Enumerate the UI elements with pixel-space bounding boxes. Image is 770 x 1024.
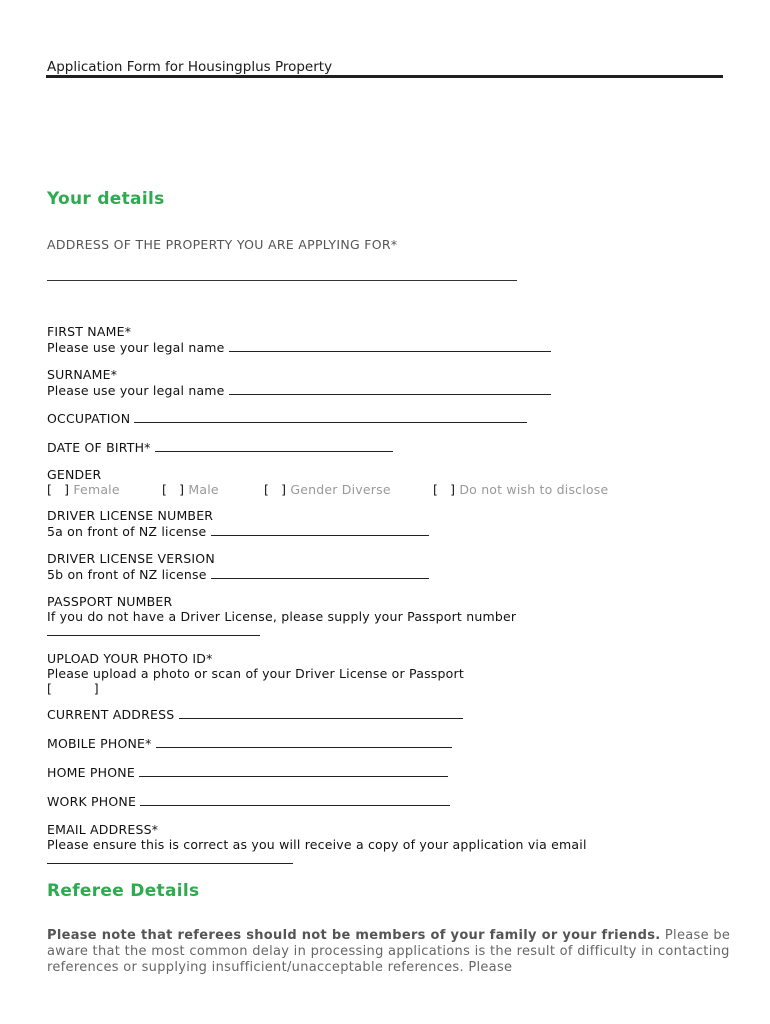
mobile-input[interactable] bbox=[156, 735, 452, 748]
first-name-hint: Please use your legal name bbox=[47, 340, 225, 355]
gender-diverse-label: Gender Diverse bbox=[290, 482, 391, 497]
gender-label: GENDER bbox=[47, 467, 102, 482]
dob-input[interactable] bbox=[155, 439, 393, 452]
photo-id-field-group bbox=[47, 651, 464, 696]
occupation-field-group bbox=[47, 410, 527, 426]
photo-id-label: UPLOAD YOUR PHOTO ID* bbox=[47, 651, 213, 666]
passport-input[interactable] bbox=[47, 625, 260, 636]
gender-option-diverse[interactable]: [ ] Gender Diverse bbox=[264, 482, 391, 497]
mobile-label: MOBILE PHONE* bbox=[47, 736, 152, 751]
occupation-label: OCCUPATION bbox=[47, 411, 131, 426]
gender-option-female[interactable]: [ ] Female bbox=[47, 482, 120, 497]
property-address-field[interactable] bbox=[47, 268, 517, 281]
photo-upload-box[interactable]: [ ] bbox=[47, 681, 99, 696]
surname-input[interactable] bbox=[229, 382, 551, 395]
license-number-label: DRIVER LICENSE NUMBER bbox=[47, 508, 214, 523]
referee-note-text: Please be aware that the most common delay in processing applications is the result of difficulty in contacting references or supplying insufficient/unacceptable references. Please bbox=[47, 928, 731, 975]
license-number-field-group bbox=[47, 508, 429, 539]
license-version-input[interactable] bbox=[211, 566, 429, 579]
gender-no-disclose-label: Do not wish to disclose bbox=[459, 482, 609, 497]
gender-option-male[interactable]: [ ] Male bbox=[162, 482, 219, 497]
email-input[interactable] bbox=[47, 853, 293, 864]
header-divider bbox=[46, 75, 723, 78]
mobile-field-group bbox=[47, 735, 452, 751]
dob-field-group bbox=[47, 439, 393, 455]
first-name-field-group bbox=[47, 324, 551, 355]
gender-male-label: Male bbox=[188, 482, 219, 497]
passport-hint: If you do not have a Driver License, please supply your Passport number bbox=[47, 609, 517, 624]
email-field-group bbox=[47, 822, 587, 852]
license-number-input[interactable] bbox=[211, 523, 429, 536]
surname-hint: Please use your legal name bbox=[47, 383, 225, 398]
current-address-label: CURRENT ADDRESS bbox=[47, 707, 175, 722]
email-label: EMAIL ADDRESS* bbox=[47, 822, 159, 837]
current-address-input[interactable] bbox=[179, 706, 463, 719]
gender-option-no-disclose[interactable]: [ ] Do not wish to disclose bbox=[433, 482, 609, 497]
license-number-hint: 5a on front of NZ license bbox=[47, 524, 207, 539]
referee-details-heading: Referee Details bbox=[47, 881, 200, 901]
license-version-field-group bbox=[47, 551, 429, 582]
work-phone-field-group bbox=[47, 793, 450, 809]
home-phone-field-group bbox=[47, 764, 448, 780]
referee-note bbox=[47, 928, 737, 976]
first-name-label: FIRST NAME* bbox=[47, 324, 132, 339]
passport-label: PASSPORT NUMBER bbox=[47, 594, 173, 609]
license-version-label: DRIVER LICENSE VERSION bbox=[47, 551, 215, 566]
form-header-title: Application Form for Housingplus Property bbox=[47, 59, 333, 75]
property-address-label: ADDRESS OF THE PROPERTY YOU ARE APPLYING FOR* bbox=[47, 237, 398, 252]
home-phone-input[interactable] bbox=[139, 764, 448, 777]
referee-note-bold: Please note that referees should not be members of your family or your friends. bbox=[47, 928, 661, 943]
email-hint: Please ensure this is correct as you will receive a copy of your application via email bbox=[47, 837, 587, 852]
first-name-input[interactable] bbox=[229, 339, 551, 352]
license-version-hint: 5b on front of NZ license bbox=[47, 567, 207, 582]
work-phone-label: WORK PHONE bbox=[47, 794, 137, 809]
surname-field-group bbox=[47, 367, 551, 398]
dob-label: DATE OF BIRTH* bbox=[47, 440, 151, 455]
gender-female-label: Female bbox=[73, 482, 120, 497]
occupation-input[interactable] bbox=[134, 410, 527, 423]
current-address-field-group bbox=[47, 706, 463, 722]
passport-field-group bbox=[47, 594, 516, 624]
photo-id-hint: Please upload a photo or scan of your Driver License or Passport bbox=[47, 666, 464, 681]
work-phone-input[interactable] bbox=[140, 793, 450, 806]
your-details-heading: Your details bbox=[47, 189, 165, 209]
home-phone-label: HOME PHONE bbox=[47, 765, 135, 780]
surname-label: SURNAME* bbox=[47, 367, 118, 382]
